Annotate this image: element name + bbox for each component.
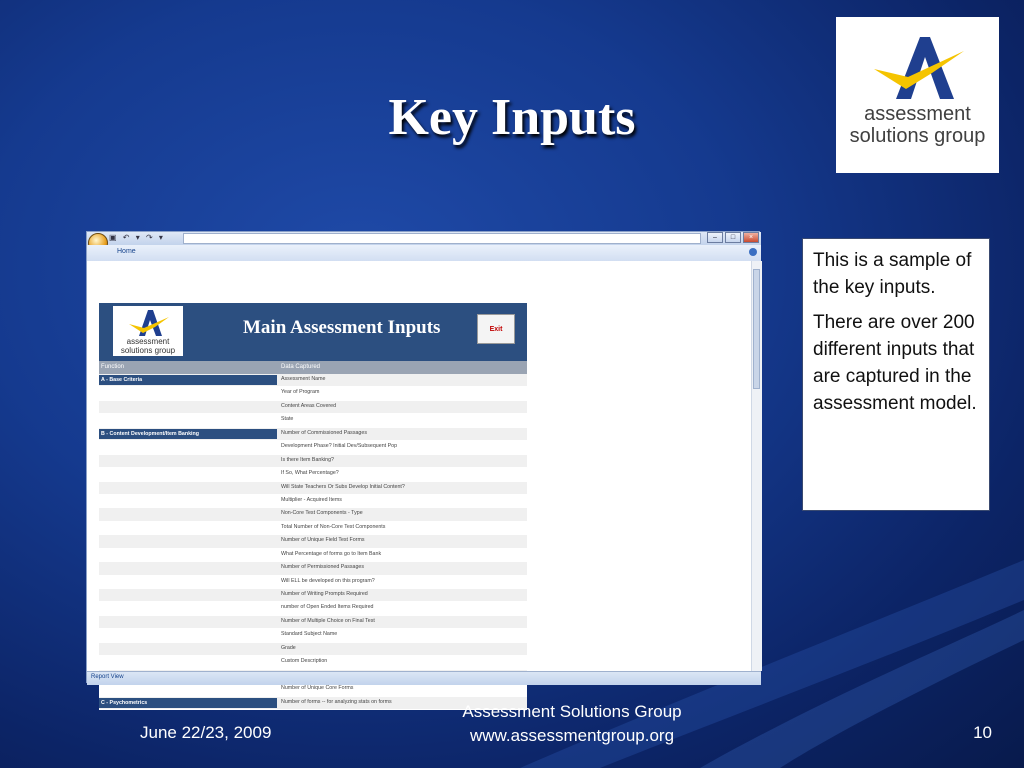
row-function bbox=[99, 415, 277, 425]
app-title-field bbox=[183, 233, 701, 244]
tab-home[interactable]: Home bbox=[117, 248, 136, 255]
status-text: Report View bbox=[91, 674, 124, 680]
column-header-data: Data Captured bbox=[281, 364, 321, 370]
footer-url: www.assessmentgroup.org bbox=[469, 726, 675, 745]
footer-organization bbox=[412, 700, 732, 748]
row-data-captured[interactable]: Development Phase? Initial Dev/Subsequent Pop bbox=[281, 443, 398, 450]
table-row bbox=[99, 414, 527, 427]
table-row bbox=[99, 428, 527, 441]
row-function: B - Content Development/Item Banking bbox=[99, 429, 277, 439]
table-row bbox=[99, 522, 527, 535]
slide-title: Key Inputs bbox=[388, 89, 636, 146]
row-function bbox=[99, 442, 277, 452]
scrollbar-thumb[interactable] bbox=[753, 269, 760, 389]
table-row bbox=[99, 549, 527, 562]
row-data-captured[interactable]: What Percentage of forms go to Item Bank bbox=[281, 550, 382, 557]
row-data-captured[interactable]: If So, What Percentage? bbox=[281, 470, 339, 477]
table-row bbox=[99, 589, 527, 602]
form-logo-a-icon bbox=[113, 306, 183, 338]
row-data-captured[interactable]: Is there Item Banking? bbox=[281, 456, 334, 463]
app-titlebar bbox=[87, 232, 761, 245]
logo-a-icon bbox=[836, 17, 999, 107]
row-function bbox=[99, 496, 277, 506]
table-row bbox=[99, 535, 527, 548]
table-header bbox=[99, 361, 527, 374]
row-function: C - Psychometrics bbox=[99, 698, 277, 708]
table-row bbox=[99, 482, 527, 495]
ribbon bbox=[87, 245, 761, 262]
row-function bbox=[99, 469, 277, 479]
window-controls bbox=[707, 232, 759, 242]
row-function bbox=[99, 617, 277, 627]
row-function bbox=[99, 577, 277, 587]
row-function bbox=[99, 590, 277, 600]
table-row bbox=[99, 374, 527, 387]
row-data-captured[interactable]: Non-Core Test Components - Type bbox=[281, 510, 363, 517]
form-logo bbox=[113, 306, 183, 356]
table-row bbox=[99, 468, 527, 481]
row-data-captured[interactable]: Number of Unique Field Test Forms bbox=[281, 537, 365, 544]
row-data-captured[interactable]: Year of Program bbox=[281, 389, 320, 396]
table-row bbox=[99, 401, 527, 414]
row-data-captured[interactable]: Number of forms -- for analyzing stats on forms bbox=[281, 698, 392, 705]
row-function bbox=[99, 644, 277, 654]
app-screenshot bbox=[86, 231, 760, 706]
footer-org-name: Assessment Solutions Group bbox=[462, 702, 682, 721]
row-data-captured[interactable]: Grade bbox=[281, 644, 296, 651]
row-data-captured[interactable]: Number of Permissioned Passages bbox=[281, 564, 365, 571]
row-function bbox=[99, 509, 277, 519]
row-data-captured[interactable]: number of Open Ended Items Required bbox=[281, 604, 374, 611]
table-row bbox=[99, 616, 527, 629]
company-logo bbox=[836, 17, 999, 173]
form-title: Main Assessment Inputs bbox=[243, 317, 441, 338]
exit-button[interactable]: Exit bbox=[477, 314, 515, 344]
form-banner bbox=[99, 303, 527, 361]
quick-access-toolbar[interactable]: ▣ ↶ ▾ ↷ ▾ bbox=[109, 233, 165, 242]
note-paragraph-1: This is a sample of the key inputs. bbox=[813, 250, 972, 298]
row-function bbox=[99, 523, 277, 533]
row-function bbox=[99, 456, 277, 466]
row-function bbox=[99, 402, 277, 412]
note-paragraph-2: There are over 200 different inputs that are captured in the assessment model. bbox=[813, 312, 977, 414]
row-data-captured[interactable]: Number of Multiple Choice on Final Test bbox=[281, 617, 375, 624]
row-data-captured[interactable]: Will ELL be developed on this program? bbox=[281, 577, 375, 584]
table-row bbox=[99, 643, 527, 656]
table-row bbox=[99, 683, 527, 696]
page-number: 10 bbox=[973, 723, 992, 742]
row-data-captured[interactable]: State bbox=[281, 416, 294, 423]
row-function bbox=[99, 550, 277, 560]
table-row bbox=[99, 441, 527, 454]
row-data-captured[interactable]: Will State Teachers Or Subs Develop Initial Content? bbox=[281, 483, 405, 490]
row-data-captured[interactable]: Standard Subject Name bbox=[281, 631, 338, 638]
table-row bbox=[99, 562, 527, 575]
logo-text: assessment solutions group bbox=[849, 103, 986, 147]
table-row bbox=[99, 629, 527, 642]
row-data-captured[interactable]: Custom Description bbox=[281, 658, 328, 665]
row-data-captured[interactable]: Number of Commissioned Passages bbox=[281, 429, 367, 436]
row-function bbox=[99, 536, 277, 546]
table-row bbox=[99, 602, 527, 615]
table-row bbox=[99, 576, 527, 589]
minimize-icon[interactable]: – bbox=[707, 232, 723, 243]
row-data-captured[interactable]: Content Areas Covered bbox=[281, 402, 337, 409]
row-data-captured[interactable]: Number of Writing Prompts Required bbox=[281, 591, 368, 597]
row-function bbox=[99, 388, 277, 398]
row-data-captured[interactable]: Multiplier - Acquired Items bbox=[281, 496, 342, 503]
form-logo-text: assessment solutions group bbox=[120, 337, 176, 355]
footer-date: June 22/23, 2009 bbox=[140, 723, 272, 742]
table-row bbox=[99, 455, 527, 468]
row-function bbox=[99, 684, 277, 694]
row-function bbox=[99, 563, 277, 573]
row-data-captured[interactable]: Assessment Name bbox=[281, 376, 326, 382]
status-bar bbox=[87, 671, 761, 685]
row-function bbox=[99, 483, 277, 493]
row-data-captured[interactable]: Total Number of Non-Core Test Components bbox=[281, 523, 386, 530]
row-function bbox=[99, 630, 277, 640]
maximize-icon[interactable]: □ bbox=[725, 232, 741, 243]
row-function bbox=[99, 603, 277, 613]
vertical-scrollbar[interactable] bbox=[751, 261, 762, 671]
inputs-table bbox=[99, 361, 527, 710]
column-header-function: Function bbox=[101, 364, 125, 370]
info-note bbox=[802, 238, 990, 511]
table-row bbox=[99, 495, 527, 508]
row-function bbox=[99, 657, 277, 667]
close-icon[interactable]: × bbox=[743, 232, 759, 243]
help-icon[interactable] bbox=[749, 248, 757, 256]
table-row bbox=[99, 508, 527, 521]
table-row bbox=[99, 387, 527, 400]
row-data-captured[interactable]: Number of Unique Core Forms bbox=[281, 685, 354, 692]
table-row bbox=[99, 656, 527, 669]
row-function: A - Base Criteria bbox=[99, 375, 277, 385]
